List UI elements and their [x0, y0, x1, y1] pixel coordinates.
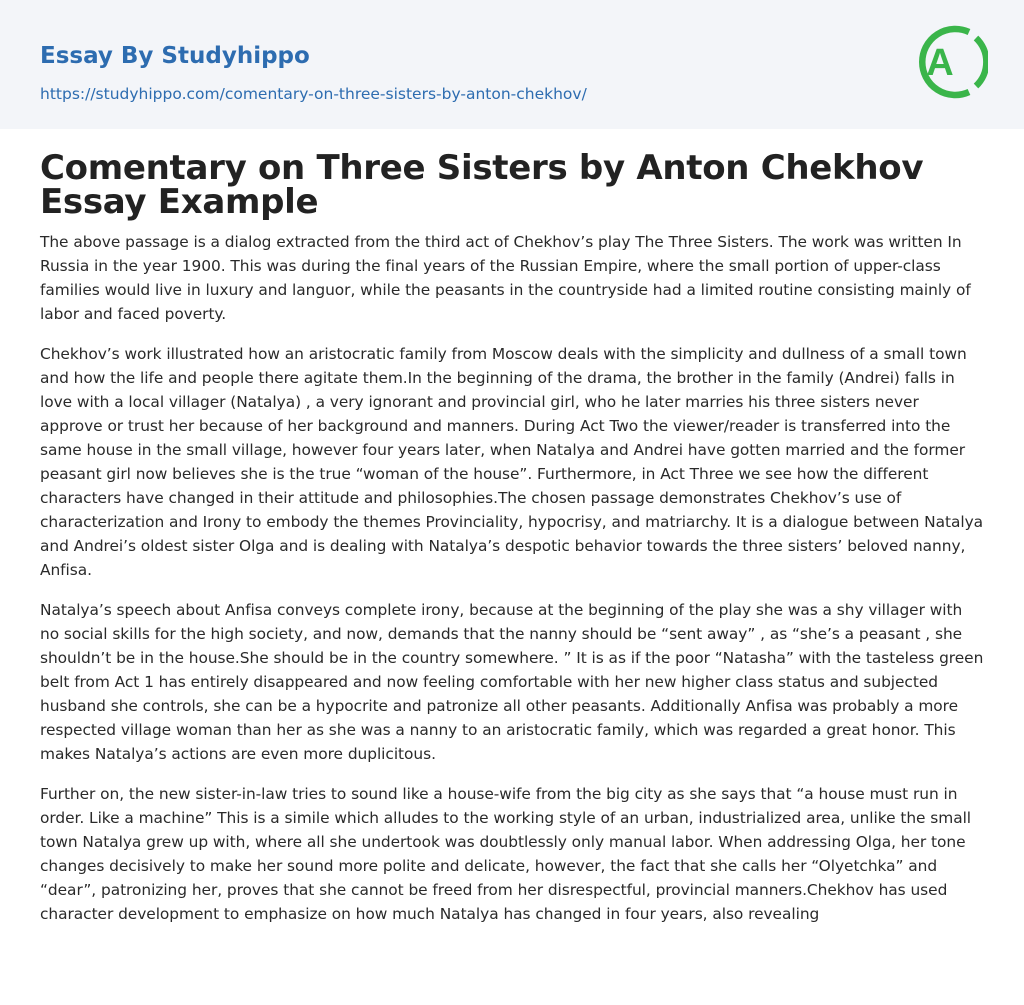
article-title-line1: Comentary on Three Sisters by Anton Chekhov — [40, 148, 924, 188]
studyhippo-logo-icon[interactable] — [912, 18, 988, 106]
article-paragraph: Chekhov’s work illustrated how an aristocratic family from Moscow deals with the simplicity and dullness of a small town and how the life and people there agitate them.In the beginning of the drama, the brother in the family (Andrei) falls in love with a local villager (Natalya) , a very ignorant and provincial girl, who he later marries his three sisters never approve or trust her because of her background and manners. During Act Two the viewer/reader is transferred into the same house in the small village, however four years later, when Natalya and Andrei have gotten married and the former peasant girl now believes she is the true “woman of the house”. Furthermore, in Act Three we see how the different characters have changed in their attitude and philosophies.The chosen passage demonstrates Chekhov’s use of characterization and Irony to embody the themes Provinciality, hypocrisy, and matriarchy. It is a dialogue between Natalya and Andrei’s oldest sister Olga and is dealing with Natalya’s despotic behavior towards the three sisters’ beloved nanny, Anfisa. — [40, 345, 984, 579]
article-title — [40, 148, 984, 222]
article-body — [40, 230, 986, 942]
logo-letter: A — [926, 42, 954, 84]
article-title-block — [40, 148, 984, 222]
article-paragraph: Natalya’s speech about Anfisa conveys complete irony, because at the beginning of the play she was a shy villager with no social skills for the high society, and now, demands that the nanny should be “sent away” , as “she’s a peasant , she shouldn’t be in the house.She should be in the country somewhere. ” It is as if the poor “Natasha” with the tasteless green belt from Act 1 has entirely disappeared and now feeling comfortable with her new higher class status and subjected husband she controls, she can be a hypocrite and patronize all other peasants. Additionally Anfisa was probably a more respected village woman than her as she was a nanny to an aristocratic family, which was regarded a great honor. This makes Natalya’s actions are even more duplicitous. — [40, 601, 984, 763]
article-title-line2: Essay Example — [40, 182, 319, 222]
page-url-link[interactable]: https://studyhippo.com/comentary-on-three-sisters-by-anton-chekhov/ — [40, 85, 587, 103]
site-brand-title[interactable]: Essay By Studyhippo — [40, 43, 310, 69]
site-header — [0, 0, 1024, 129]
article-paragraph: Further on, the new sister-in-law tries to sound like a house-wife from the big city as she says that “a house must run in order. Like a machine” This is a simile which alludes to the working style of an urban, industrialized area, unlike the small town Natalya grew up with, where all she undertook was doubtlessly only manual labor. When addressing Olga, her tone changes decisively to make her sound more polite and delicate, however, the fact that she calls her “Olyetchka” and “dear”, patronizing her, proves that she cannot be freed from her disrespectful, provincial manners.Chekhov has used character development to emphasize on how much Natalya has changed in four years, also revealing — [40, 785, 972, 923]
article-paragraph: The above passage is a dialog extracted from the third act of Chekhov’s play The Three Sisters. The work was written In Russia in the year 1900. This was during the final years of the Russian Empire, where the small portion of upper-class families would live in luxury and languor, while the peasants in the countryside had a limited routine consisting mainly of labor and faced poverty. — [40, 233, 971, 323]
